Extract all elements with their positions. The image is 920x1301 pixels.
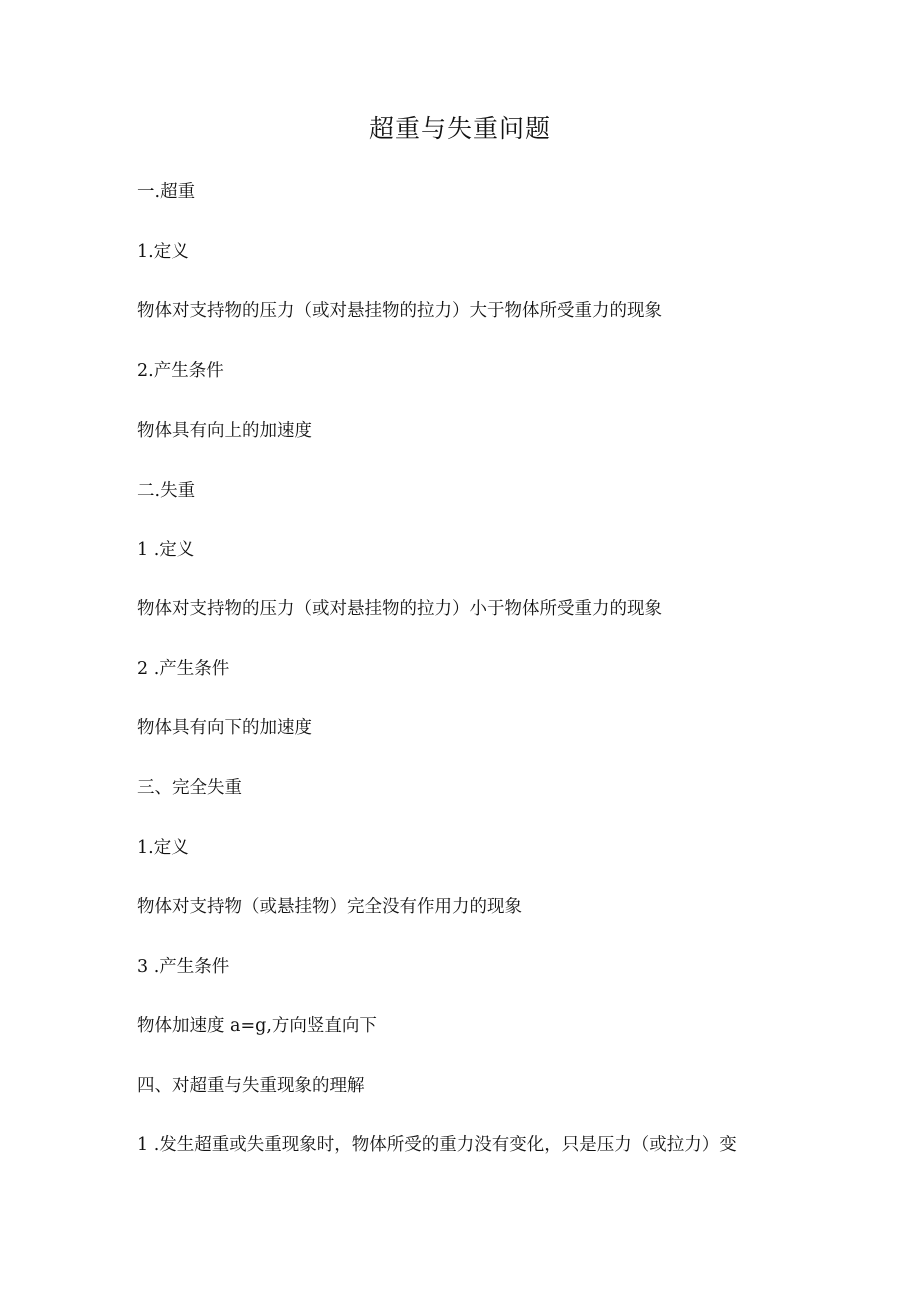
paragraph-condition: 物体加速度 a=g,方向竖直向下	[137, 1016, 377, 1036]
document-title: 超重与失重问题	[368, 114, 551, 143]
subheading-condition: 2.产生条件	[137, 361, 224, 381]
section-heading-overweight: 一.超重	[137, 182, 196, 202]
paragraph-definition: 物体对支持物（或悬挂物）完全没有作用力的现象	[137, 897, 522, 917]
paragraph-definition: 物体对支持物的压力（或对悬挂物的拉力）大于物体所受重力的现象	[137, 301, 662, 321]
subheading-definition: 1.定义	[137, 242, 189, 262]
subheading-definition: 1.定义	[137, 838, 189, 858]
subheading-condition: 2 .产生条件	[137, 659, 230, 679]
paragraph-condition: 物体具有向上的加速度	[137, 421, 312, 441]
section-heading-weightloss: 二.失重	[137, 481, 196, 501]
subheading-condition: 3 .产生条件	[137, 957, 230, 977]
paragraph-understanding-1: 1 .发生超重或失重现象时，物体所受的重力没有变化，只是压力（或拉力）变	[137, 1135, 737, 1155]
subheading-definition: 1 .定义	[137, 540, 195, 560]
section-heading-complete-weightlessness: 三、完全失重	[137, 778, 242, 798]
section-heading-understanding: 四、对超重与失重现象的理解	[137, 1076, 365, 1096]
paragraph-definition: 物体对支持物的压力（或对悬挂物的拉力）小于物体所受重力的现象	[137, 599, 662, 619]
paragraph-condition: 物体具有向下的加速度	[137, 718, 312, 738]
